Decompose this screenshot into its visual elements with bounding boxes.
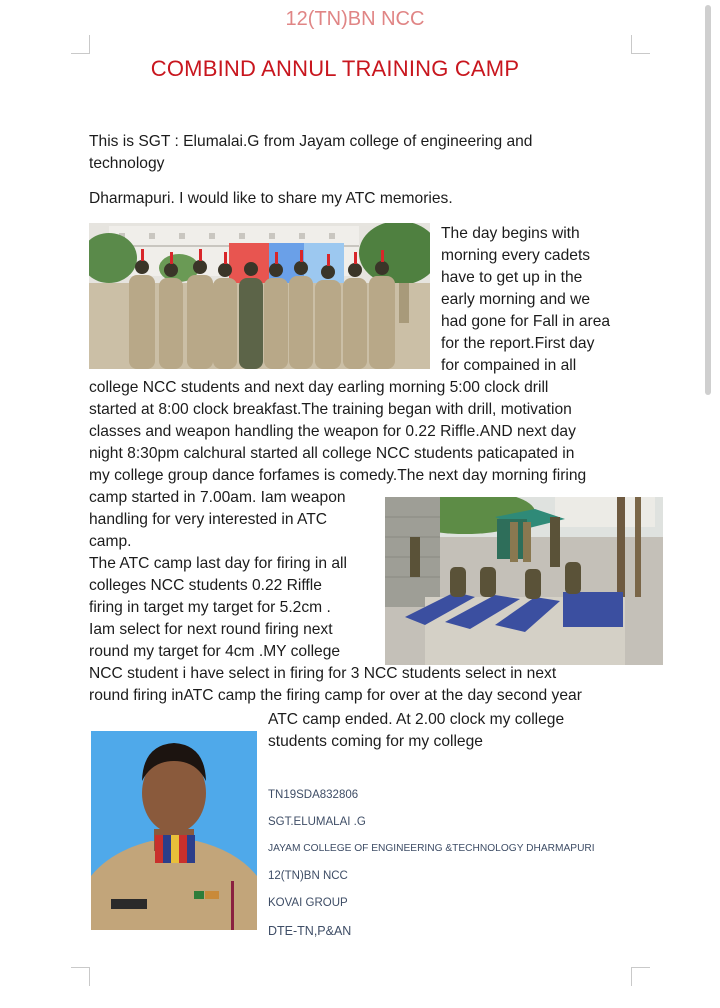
text-line: ATC camp ended. At 2.00 clock my college [268,711,565,728]
text-line: The ATC camp last day for firing in all [89,555,347,572]
page-corner-mark-top-left [71,35,90,54]
cadet-battalion: 12(TN)BN NCC [268,870,348,882]
text-line: for the report.First day [441,335,595,352]
document-title: COMBIND ANNUL TRAINING CAMP [150,56,520,81]
text-line: have to get up in the [441,269,583,286]
text-line: camp. [89,533,132,550]
text-line: handling for very interested in ATC [89,511,328,528]
cadet-name: SGT.ELUMALAI .G [268,816,366,828]
firing-practice-photo [385,497,663,665]
cadet-group: KOVAI GROUP [268,897,348,909]
text-line: technology [89,155,165,172]
text-line: The day begins with [441,225,580,242]
cadet-portrait-photo [91,731,257,930]
text-line: NCC student i have select in firing for 3 NCC students select in next [89,665,557,682]
text-line: college NCC students and next day earling morning 5:00 clock drill [89,379,549,396]
text-line: students coming for my college [268,733,483,750]
cadets-group-photo [89,223,430,369]
text-line: had gone for Fall in area [441,313,611,330]
text-line: This is SGT : Elumalai.G from Jayam college of engineering and [89,133,533,150]
page-corner-mark-bottom-left [71,967,90,986]
text-line: camp started in 7.00am. Iam weapon [89,489,346,506]
text-line: started at 8:00 clock breakfast.The training began with drill, motivation [89,401,572,418]
text-line: classes and weapon handling the weapon for 0.22 Riffle.AND next day [89,423,576,440]
text-line: round my target for 4cm .MY college [89,643,341,660]
page-corner-mark-bottom-right [631,967,650,986]
text-line: for compained in all [441,357,577,374]
cadet-directorate: DTE-TN,P&AN [268,924,352,938]
cadet-college: JAYAM COLLEGE OF ENGINEERING &TECHNOLOGY DHARMAPURI [268,843,595,854]
document-subtitle: 12(TN)BN NCC [285,8,425,30]
text-line: round firing inATC camp the firing camp for over at the day second year [89,687,582,704]
vertical-scrollbar[interactable] [705,5,711,395]
page-corner-mark-top-right [631,35,650,54]
text-line: morning every cadets [441,247,591,264]
text-line: night 8:30pm calchural started all college NCC students paticapated in [89,445,575,462]
text-line: Dharmapuri. I would like to share my ATC memories. [89,190,453,207]
text-line: firing in target my target for 5.2cm . [89,599,331,616]
text-line: colleges NCC students 0.22 Riffle [89,577,322,594]
text-line: early morning and we [441,291,591,308]
cadet-id: TN19SDA832806 [268,789,359,801]
text-line: my college group dance forfames is comedy.The next day morning firing [89,467,587,484]
text-line: Iam select for next round firing next [89,621,333,638]
